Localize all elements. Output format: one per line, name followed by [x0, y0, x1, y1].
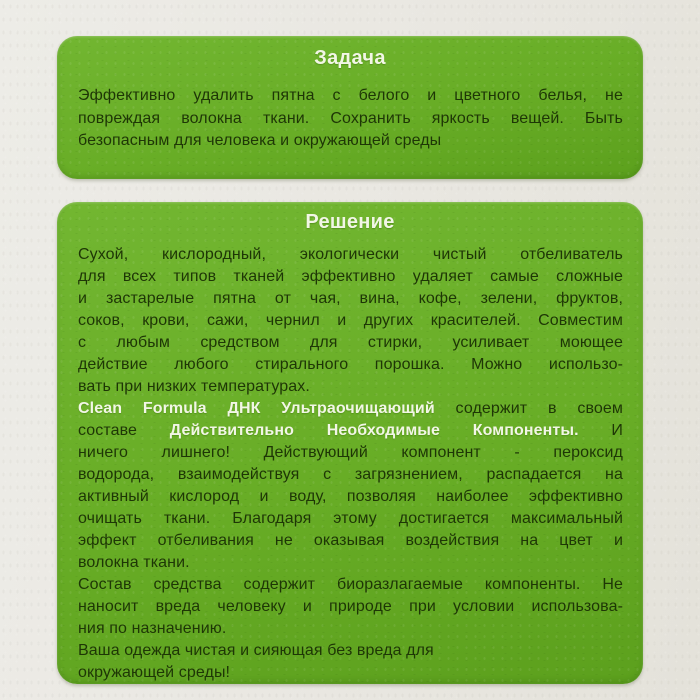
body-text: Ваша одежда чистая и сияющая без вреда для	[78, 642, 434, 659]
task-panel	[57, 36, 643, 179]
body-text: волокна ткани.	[78, 554, 190, 571]
text-line	[78, 574, 623, 596]
body-text: И	[578, 422, 623, 439]
body-text: с любым средством для стирки, усиливает моющее	[78, 334, 623, 351]
text-line	[78, 332, 623, 354]
body-text: действие любого стирального порошка. Можно использо-	[78, 356, 623, 373]
body-text: окружающей среды!	[78, 664, 231, 681]
body-text: Сухой, кислородный, экологически чистый отбеливатель	[78, 246, 623, 263]
body-text: для всех типов тканей эффективно удаляет самые сложные	[78, 268, 623, 285]
body-text: Эффективно удалить пятна с белого и цветного белья, не	[78, 87, 623, 104]
body-text: ничего лишнего! Действующий компонент - пероксид	[78, 444, 623, 461]
text-line	[78, 85, 623, 108]
text-line	[78, 508, 623, 530]
text-line	[78, 266, 623, 288]
body-text: очищать ткани. Благодаря этому достигается максимальный	[78, 510, 623, 527]
body-text: соков, крови, сажи, чернил и других красителей. Совместим	[78, 312, 623, 329]
text-line	[78, 662, 623, 684]
body-text: наносит вреда человеку и природе при условии использова-	[78, 598, 623, 615]
text-line	[78, 486, 623, 508]
body-text: вать при низких температурах.	[78, 378, 310, 395]
body-text: Состав средства содержит биоразлагаемые компоненты. Не	[78, 576, 623, 593]
body-text: ния по назначению.	[78, 620, 227, 637]
text-line	[78, 130, 623, 153]
text-line	[78, 464, 623, 486]
text-line	[78, 596, 623, 618]
text-line	[78, 310, 623, 332]
solution-panel-body	[57, 244, 643, 684]
solution-panel	[57, 202, 643, 684]
body-text: эффект отбеливания не оказывая воздействия на цвет и	[78, 532, 623, 549]
text-line	[78, 376, 623, 398]
body-text: водорода, взаимодействуя с загрязнением, распадается на	[78, 466, 623, 483]
task-panel-title: Задача	[314, 47, 386, 69]
text-line	[78, 288, 623, 310]
text-line	[78, 442, 623, 464]
text-line	[78, 398, 623, 420]
highlighted-text: Clean Formula ДНК Ультраочищающий	[78, 400, 435, 417]
body-text: повреждая волокна ткани. Сохранить яркость вещей. Быть	[78, 109, 623, 127]
text-line	[78, 420, 623, 442]
body-text: составе	[78, 422, 170, 439]
text-line	[78, 640, 623, 662]
text-line	[78, 354, 623, 376]
task-panel-body	[57, 85, 643, 153]
text-line	[78, 530, 623, 552]
highlighted-text: Действительно Необходимые Компоненты.	[169, 422, 579, 439]
text-line	[78, 244, 623, 266]
body-text: содержит в своем	[434, 400, 623, 417]
text-line	[78, 108, 623, 131]
text-line	[78, 552, 623, 574]
body-text: и застарелые пятна от чая, вина, кофе, зелени, фруктов,	[78, 290, 623, 307]
solution-panel-title: Решение	[305, 211, 395, 233]
body-text: активный кислород и воду, позволяя наиболее эффективно	[78, 488, 623, 505]
text-line	[78, 618, 623, 640]
body-text: безопасным для человека и окружающей среды	[78, 132, 442, 150]
